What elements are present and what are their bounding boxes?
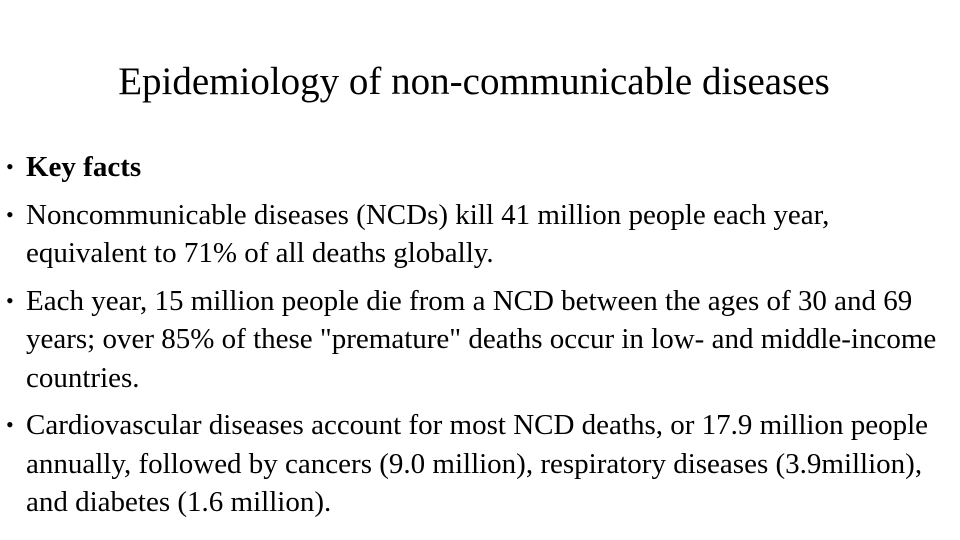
bullet-item-ncd-deaths — [6, 196, 952, 273]
bullet-text: Each year, 15 million people die from a NCD between the ages of 30 and 69 years; over 85% of these "premature" deaths occur in low- and middle-income countries. — [26, 284, 937, 394]
slide-title: Epidemiology of non-communicable diseases — [118, 60, 830, 103]
bullet-icon: • — [6, 201, 14, 227]
bullet-icon: • — [6, 287, 14, 313]
bullet-item-cause-breakdown — [6, 406, 952, 522]
bullet-text: Noncommunicable diseases (NCDs) kill 41 million people each year, equivalent to 71% of all deaths globally. — [26, 198, 830, 269]
bullet-icon: • — [6, 412, 14, 437]
bullet-icon: • — [6, 154, 14, 179]
bullet-item-premature-deaths — [6, 282, 952, 398]
bullet-item-key-facts — [6, 148, 952, 187]
bullet-list — [6, 148, 952, 522]
bullet-text: Key facts — [26, 151, 142, 183]
bullet-text: Cardiovascular diseases account for most NCD deaths, or 17.9 million people annually, followed by cancers (9.0 million), respiratory diseases (3.9million), and diabetes (1.6 million). — [26, 409, 929, 518]
